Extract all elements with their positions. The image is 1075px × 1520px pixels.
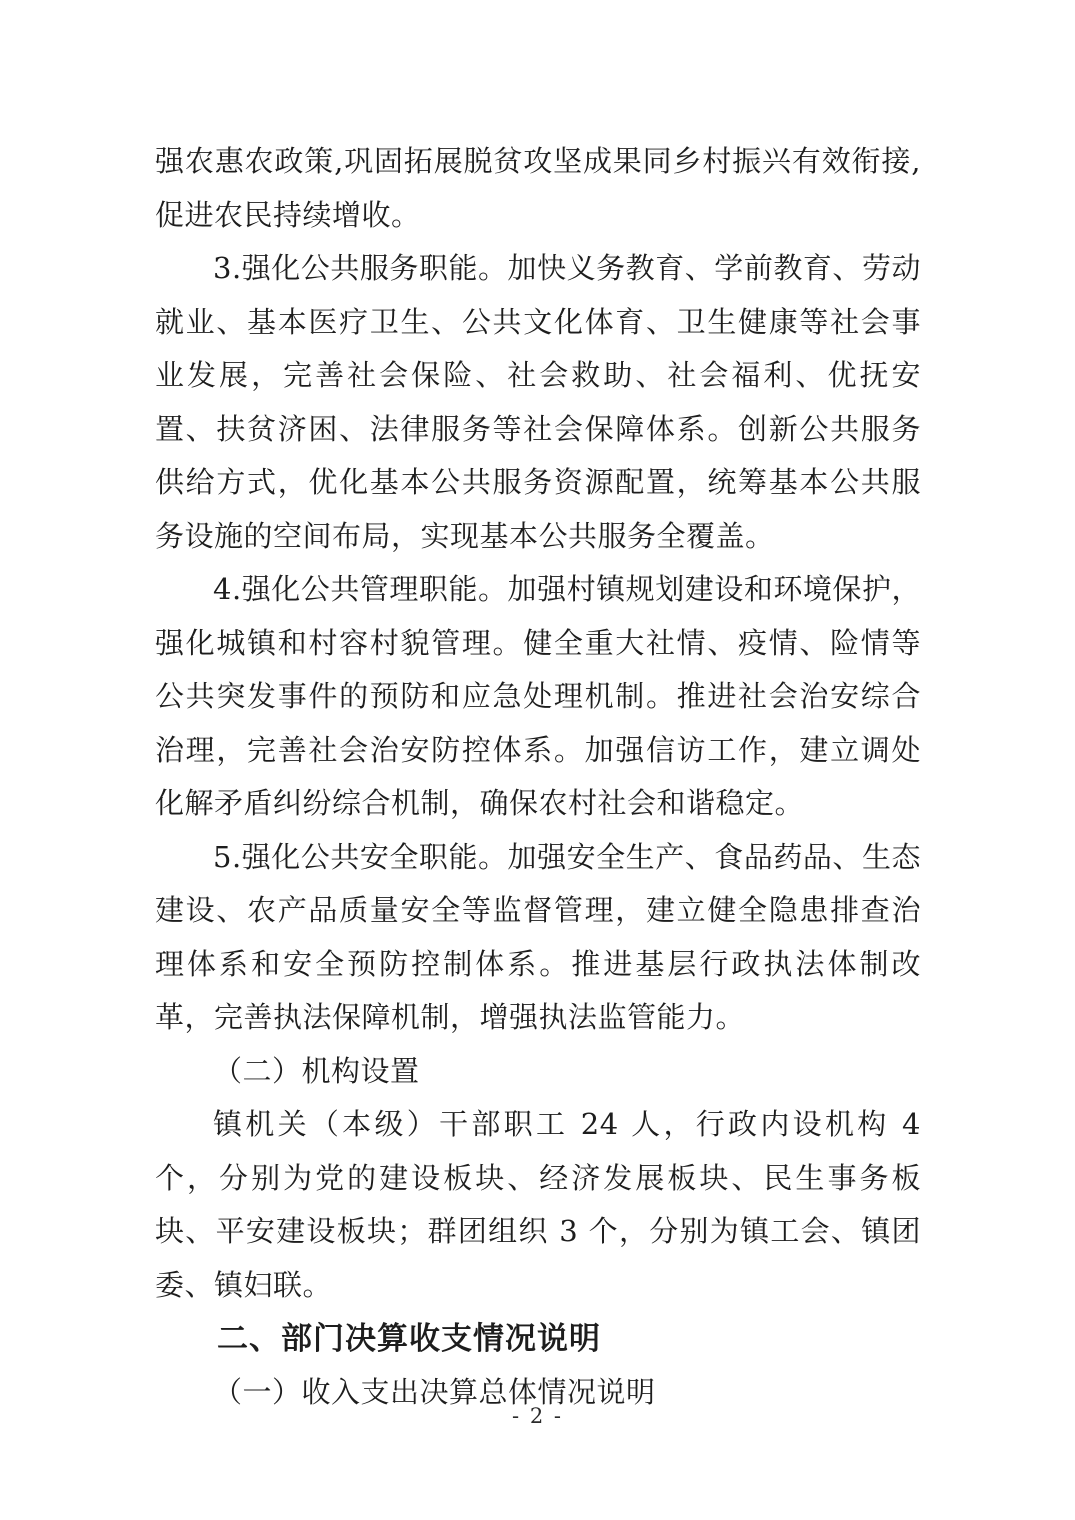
paragraph-continuation: 强农惠农政策,巩固拓展脱贫攻坚成果同乡村振兴有效衔接,促进农民持续增收。: [155, 144, 921, 232]
subheading-organization-setup: （二）机构设置: [213, 1053, 420, 1088]
paragraph-item-3-public-services: 3.强化公共服务职能。加快义务教育、学前教育、劳动就业、基本医疗卫生、公共文化体育、卫生健康等社会事业发展，完善社会保险、社会救助、社会福利、优抚安置、扶贫济困、法律服务等社会保障体系。创新公共服务供给方式，优化基本公共服务资源配置，统筹基本公共服务设施的空间布局，实现基本公共服务全覆盖。: [155, 251, 921, 553]
document-body: [155, 135, 921, 1419]
paragraph-item-5-public-safety: 5.强化公共安全职能。加强安全生产、食品药品、生态建设、农产品质量安全等监督管理，建立健全隐患排查治理体系和安全预防控制体系。推进基层行政执法体制改革，完善执法保障机制，增强执法监管能力。: [155, 839, 921, 1034]
subheading-overall-budget-summary: （一）收入支出决算总体情况说明: [213, 1374, 656, 1409]
heading-budget-revenue-expenditure: 二、部门决算收支情况说明: [217, 1321, 601, 1356]
paragraph-organization-details: 镇机关（本级）干部职工 24 人，行政内设机构 4 个，分别为党的建设板块、经济发展板块、民生事务板块、平安建设板块；群团组织 3 个，分别为镇工会、镇团委、镇妇联。: [155, 1107, 921, 1302]
paragraph-item-4-public-management: 4.强化公共管理职能。加强村镇规划建设和环境保护，强化城镇和村容村貌管理。健全重大社情、疫情、险情等公共突发事件的预防和应急处理机制。推进社会治安综合治理，完善社会治安防控体系。加强信访工作，建立调处化解矛盾纠纷综合机制，确保农村社会和谐稳定。: [155, 572, 921, 820]
page-number: - 2 -: [512, 1404, 563, 1428]
